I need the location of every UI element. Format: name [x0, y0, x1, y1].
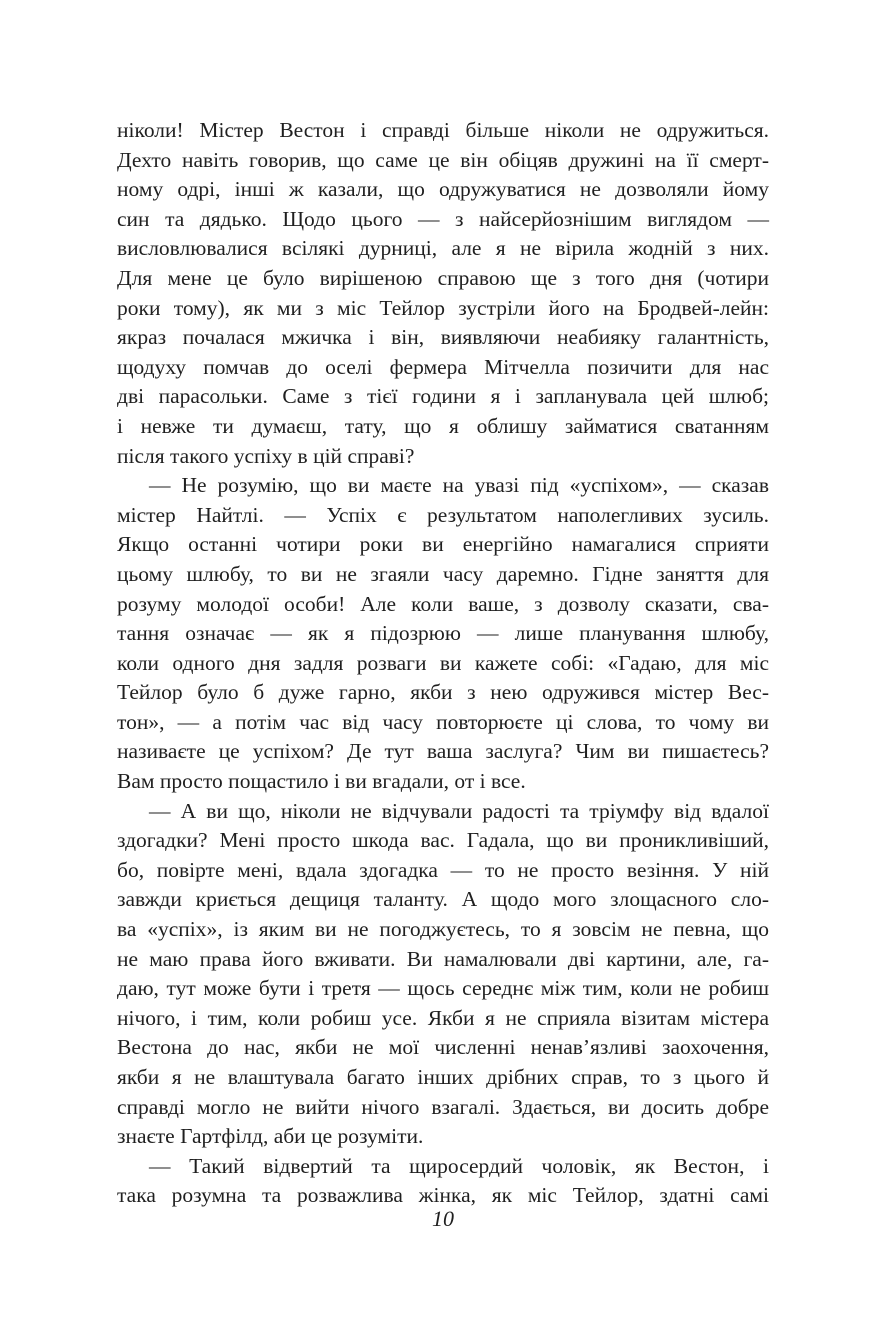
text-line: дві парасольки. Саме з тієї години я і запланувала цей шлюб; [117, 384, 769, 409]
text-line: син та дядько. Щодо цього — з найсерйознішим виглядом — [117, 206, 769, 231]
text-line: знаєте Гартфілд, аби це розуміти. [117, 1124, 424, 1149]
text-line: Вестона до нас, якби не мої численні ненав’язливі заохочення, [117, 1035, 769, 1060]
text-line: не маю права його вживати. Ви намалювали дві картини, але, га- [117, 946, 769, 971]
paragraph-4 [117, 1152, 769, 1211]
text-line: Дехто навіть говорив, що саме це він обіцяв дружині на її смерт- [117, 147, 769, 172]
text-line: якраз почалася мжичка і він, виявляючи неабияку галантність, [117, 325, 769, 350]
text-line: — А ви що, ніколи не відчували радості та тріумфу від вдалої [149, 798, 769, 823]
text-line: тання означає — як я підозрюю — лише планування шлюбу, [117, 621, 769, 646]
text-line: роки тому), як ми з міс Тейлор зустріли його на Бродвей-лейн: [117, 295, 769, 320]
text-line: справді могло не вийти нічого взагалі. Здається, ви досить добре [117, 1094, 769, 1119]
text-line: після такого успіху в цій справі? [117, 443, 415, 468]
text-line: щодуху помчав до оселі фермера Мітчелла позичити для нас [117, 354, 769, 379]
text-line: Вам просто пощастило і ви вгадали, от і все. [117, 769, 526, 794]
text-line: Для мене це було вирішеною справою ще з того дня (чотири [117, 265, 769, 290]
paragraph-1 [117, 116, 769, 471]
page-number: 10 [432, 1206, 454, 1231]
text-line: коли одного дня задля розваги ви кажете собі: «Гадаю, для міс [117, 650, 769, 675]
text-line: і невже ти думаєш, тату, що я облишу займатися сватанням [117, 413, 769, 438]
text-line: нічого, і тим, коли робиш усе. Якби я не сприяла візитам містера [117, 1005, 769, 1030]
text-line: Якщо останні чотири роки ви енергійно намагалися сприяти [117, 532, 769, 557]
text-line: даю, тут може бути і третя — щось середнє між тим, коли не робиш [117, 976, 769, 1001]
text-line: висловлювалися всілякі дурниці, але я не вірила жодній з них. [117, 236, 769, 261]
page-body-text [117, 116, 769, 1211]
text-line: тон», — а потім час від часу повторюєте ці слова, то чому ви [117, 709, 769, 734]
text-line: називаєте це успіхом? Де тут ваша заслуга? Чим ви пишаєтесь? [117, 739, 769, 764]
paragraph-3 [117, 797, 769, 1152]
text-line: цьому шлюбу, то ви не згаяли часу даремно. Гідне заняття для [117, 561, 769, 586]
text-line: здогадки? Мені просто шкода вас. Гадала, що ви проникливіший, [117, 828, 769, 853]
text-line: ва «успіх», із яким ви не погоджуєтесь, то я зовсім не певна, що [117, 917, 769, 942]
paragraph-2 [117, 471, 769, 797]
text-line: ніколи! Містер Вестон і справді більше ніколи не одружиться. [117, 118, 769, 142]
text-line: така розумна та розважлива жінка, як міс Тейлор, здатні самі [117, 1183, 769, 1208]
text-line: розуму молодої особи! Але коли ваше, з дозволу сказати, сва- [117, 591, 769, 616]
text-line: ному одрі, інші ж казали, що одружуватися не дозволяли йому [117, 177, 769, 202]
text-line: містер Найтлі. — Успіх є результатом наполегливих зусиль. [117, 502, 769, 527]
text-line: — Не розумію, що ви маєте на увазі під «успіхом», — сказав [149, 473, 769, 498]
text-line: — Такий відвертий та щиросердий чоловік, як Вестон, і [149, 1153, 769, 1178]
text-line: завжди криється дещиця таланту. А щодо мого злощасного сло- [117, 887, 769, 912]
text-line: якби я не влаштувала багато інших дрібних справ, то з цього й [117, 1065, 769, 1089]
text-line: Тейлор було б дуже гарно, якби з нею одружився містер Вес- [117, 680, 769, 705]
text-line: бо, повірте мені, вдала здогадка — то не просто везіння. У ній [117, 857, 769, 882]
